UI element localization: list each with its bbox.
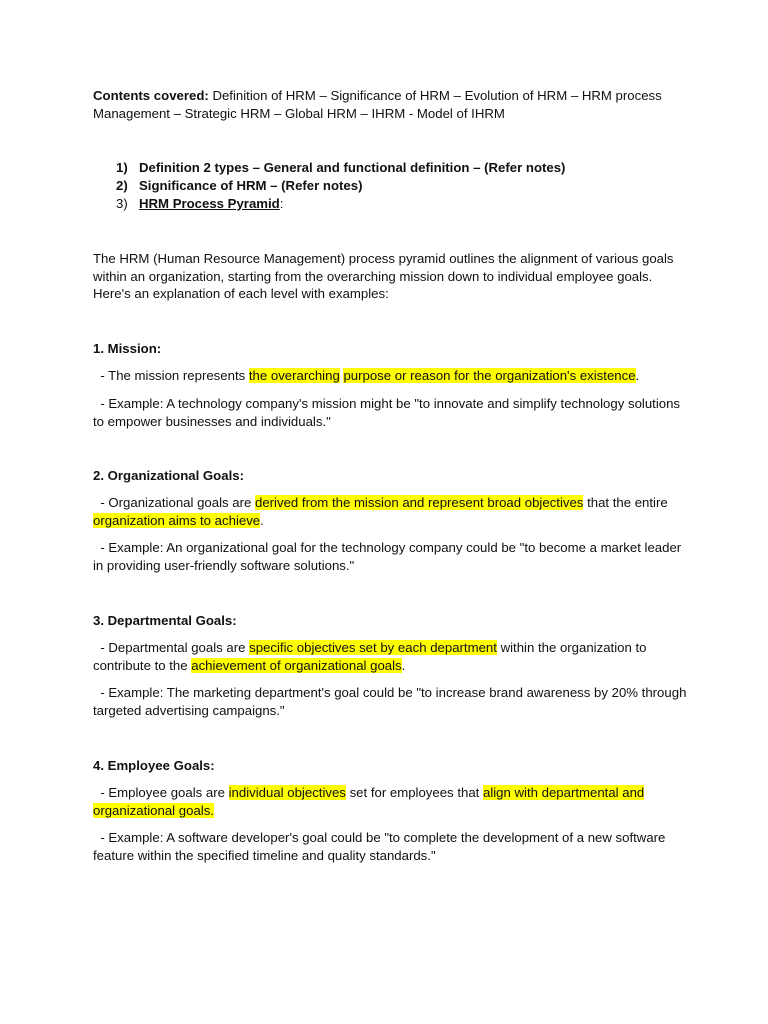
contents-covered-text: Definition of HRM – Significance of HRM – Evolution of HRM – HRM process Management – Strategic HRM – Global HRM – IHRM - Model of IHRM [93, 88, 662, 121]
example-text: - Example: A technology company's mission might be "to innovate and simplify technology solutions to empower businesses and individuals." [93, 396, 681, 429]
desc-text: . [260, 512, 264, 528]
section-desc-employee-goals [93, 784, 693, 819]
section-heading-employee-goals: 4. Employee Goals: [93, 758, 215, 773]
desc-text: - Employee goals are [100, 785, 229, 800]
list-item-3 [139, 195, 283, 213]
list-number-1: 1) [116, 160, 128, 175]
highlight-text: purpose or reason for the organization's existence [343, 368, 636, 383]
overview-paragraph: The HRM (Human Resource Management) process pyramid outlines the alignment of various goals within an organization, starting from the overarching mission down to individual employee goals. Here's an explanation of each level with examples: [93, 251, 674, 301]
section-example-employee-goals [93, 829, 693, 864]
desc-text: set for employees that [345, 785, 483, 800]
desc-text: that the entire [583, 495, 668, 510]
desc-text: . [635, 368, 640, 383]
list-item-1: Definition 2 types – General and functional definition – (Refer notes) [139, 160, 566, 175]
section-example-departmental-goals [93, 684, 693, 719]
highlight-text: individual objectives [228, 785, 346, 800]
desc-text: . [401, 657, 406, 673]
desc-text: - Departmental goals are [100, 640, 250, 655]
desc-text: - The mission represents [100, 368, 249, 383]
desc-text: - Organizational goals are [100, 495, 255, 510]
list-number-3: 3) [116, 196, 128, 211]
contents-covered-label: Contents covered: [93, 88, 209, 103]
list-number-2: 2) [116, 178, 128, 193]
highlight-text: the overarching [248, 368, 340, 383]
section-desc-departmental-goals [93, 639, 693, 674]
section-heading-departmental-goals: 3. Departmental Goals: [93, 613, 237, 628]
example-text: - Example: The marketing department's goal could be "to increase brand awareness by 20% through targeted advertising campaigns." [93, 685, 687, 718]
desc-text: within the organization to contribute to the [93, 640, 647, 673]
section-heading-organizational-goals: 2. Organizational Goals: [93, 468, 244, 483]
section-desc-organizational-goals [93, 494, 693, 529]
highlight-text: specific objectives set by each department [249, 640, 497, 655]
list-item-2: Significance of HRM – (Refer notes) [139, 178, 363, 193]
section-example-mission [93, 395, 693, 430]
section-heading-mission: 1. Mission: [93, 341, 162, 356]
highlight-text: align with departmental and organizational goals. [93, 785, 645, 818]
highlight-text: organization aims to achieve [93, 512, 261, 528]
example-text: - Example: A software developer's goal could be "to complete the development of a new software feature within the specified timeline and quality standards." [93, 830, 666, 863]
contents-covered-paragraph [93, 87, 693, 122]
highlight-text: derived from the mission and represent broad objectives [255, 495, 584, 510]
example-text: - Example: An organizational goal for the technology company could be "to become a market leader in providing user-friendly software solutions." [93, 540, 682, 573]
list-item-3-underlined: HRM Process Pyramid [139, 196, 280, 211]
section-desc-mission [93, 367, 693, 385]
highlight-text: achievement of organizational goals [191, 657, 402, 673]
list-item-3-suffix: : [279, 196, 284, 211]
section-example-organizational-goals [93, 539, 693, 574]
